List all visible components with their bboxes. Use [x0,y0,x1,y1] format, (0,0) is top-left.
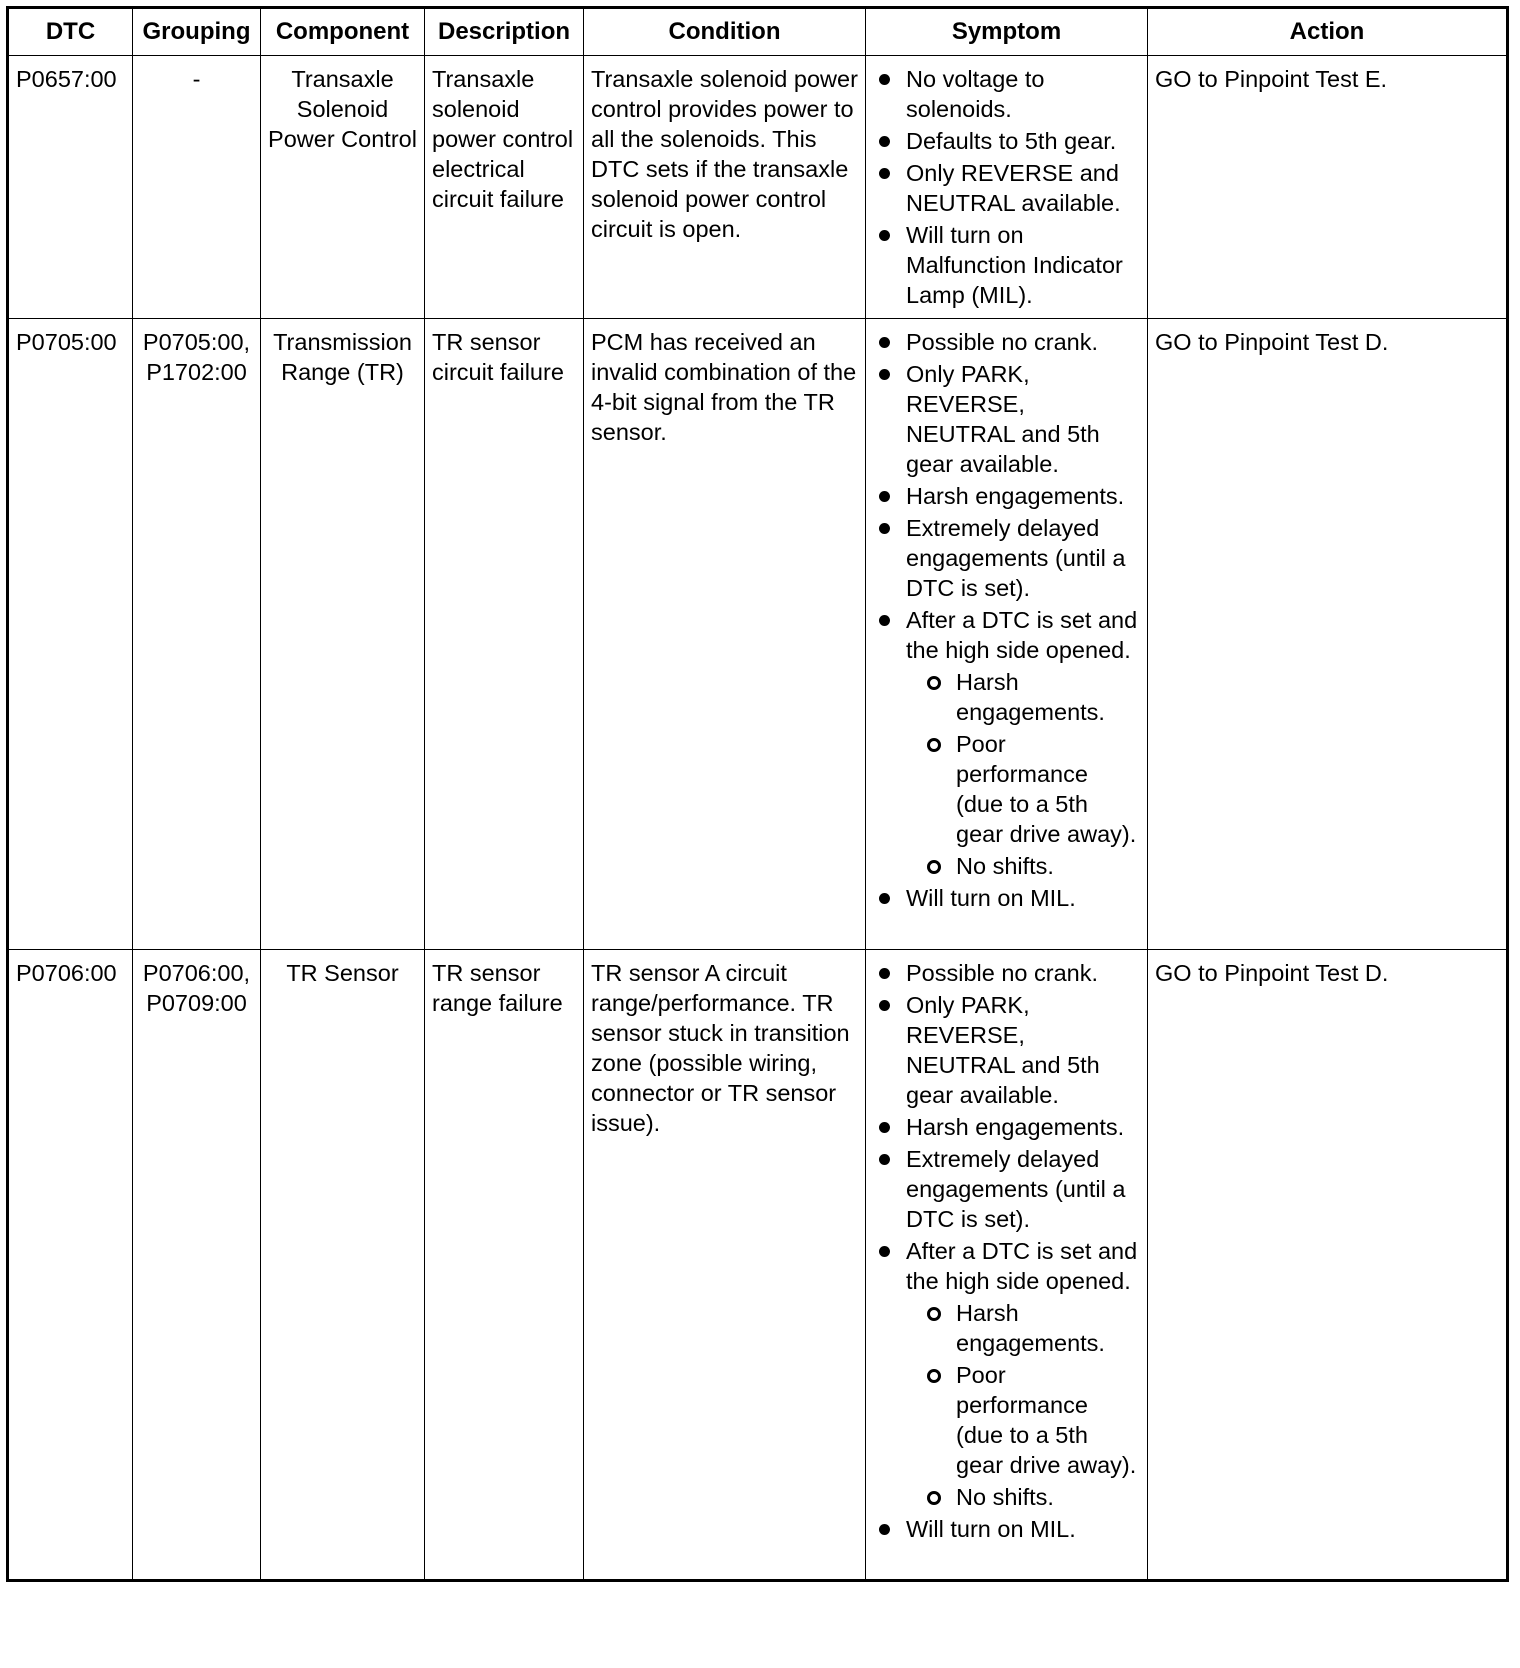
symptom-item: No voltage to solenoids. [873,64,1140,124]
header-grouping: Grouping [133,8,261,56]
symptom-item: Will turn on Malfunction Indicator Lamp (MIL). [873,220,1140,310]
symptom-item: Only PARK, REVERSE, NEUTRAL and 5th gear available. [873,990,1140,1110]
symptom-cell [866,319,1148,950]
description-cell: TR sensor range failure [425,950,584,1581]
symptom-item: Will turn on MIL. [873,883,1140,913]
symptom-item: Harsh engagements. [873,481,1140,511]
symptom-item-text: After a DTC is set and the high side opened. [906,1238,1138,1294]
header-dtc: DTC [8,8,133,56]
condition-cell: TR sensor A circuit range/performance. TR sensor stuck in transition zone (possible wiring, connector or TR sensor issue). [584,950,866,1581]
symptom-subitem: Poor performance (due to a 5th gear drive away). [906,729,1140,849]
action-cell: GO to Pinpoint Test D. [1148,950,1508,1581]
dtc-cell: P0657:00 [8,56,133,319]
dtc-cell: P0706:00 [8,950,133,1581]
symptom-item: Possible no crank. [873,958,1140,988]
table-row [8,319,1508,950]
header-action: Action [1148,8,1508,56]
symptom-subitem: Harsh engagements. [906,667,1140,727]
symptom-list [873,64,1140,310]
symptom-cell [866,950,1148,1581]
header-symptom: Symptom [866,8,1148,56]
symptom-item [873,1236,1140,1512]
description-cell: Transaxle solenoid power control electrical circuit failure [425,56,584,319]
grouping-cell: P0705:00, P1702:00 [133,319,261,950]
symptom-list [873,327,1140,913]
dtc-table [6,6,1509,1582]
symptom-item: Harsh engagements. [873,1112,1140,1142]
symptom-sublist [906,1298,1140,1512]
symptom-item: Will turn on MIL. [873,1514,1140,1544]
symptom-sublist [906,667,1140,881]
header-component: Component [261,8,425,56]
symptom-subitem: No shifts. [906,851,1140,881]
header-row [8,8,1508,56]
table-row [8,950,1508,1581]
action-cell: GO to Pinpoint Test E. [1148,56,1508,319]
description-cell: TR sensor circuit failure [425,319,584,950]
component-cell: Transaxle Solenoid Power Control [261,56,425,319]
dtc-cell: P0705:00 [8,319,133,950]
symptom-subitem: No shifts. [906,1482,1140,1512]
condition-cell: PCM has received an invalid combination of the 4-bit signal from the TR sensor. [584,319,866,950]
symptom-list [873,958,1140,1544]
symptom-subitem: Poor performance (due to a 5th gear drive away). [906,1360,1140,1480]
condition-cell: Transaxle solenoid power control provides power to all the solenoids. This DTC sets if the transaxle solenoid power control circuit is open. [584,56,866,319]
symptom-item [873,605,1140,881]
symptom-cell [866,56,1148,319]
header-condition: Condition [584,8,866,56]
action-cell: GO to Pinpoint Test D. [1148,319,1508,950]
symptom-item-text: After a DTC is set and the high side opened. [906,607,1138,663]
symptom-item: Defaults to 5th gear. [873,126,1140,156]
symptom-item: Only PARK, REVERSE, NEUTRAL and 5th gear available. [873,359,1140,479]
symptom-subitem: Harsh engagements. [906,1298,1140,1358]
grouping-cell: P0706:00, P0709:00 [133,950,261,1581]
symptom-item: Possible no crank. [873,327,1140,357]
grouping-cell: - [133,56,261,319]
table-row [8,56,1508,319]
header-description: Description [425,8,584,56]
component-cell: Transmission Range (TR) [261,319,425,950]
symptom-item: Extremely delayed engagements (until a DTC is set). [873,513,1140,603]
dtc-table-container [6,6,1506,1582]
symptom-item: Only REVERSE and NEUTRAL available. [873,158,1140,218]
symptom-item: Extremely delayed engagements (until a DTC is set). [873,1144,1140,1234]
component-cell: TR Sensor [261,950,425,1581]
